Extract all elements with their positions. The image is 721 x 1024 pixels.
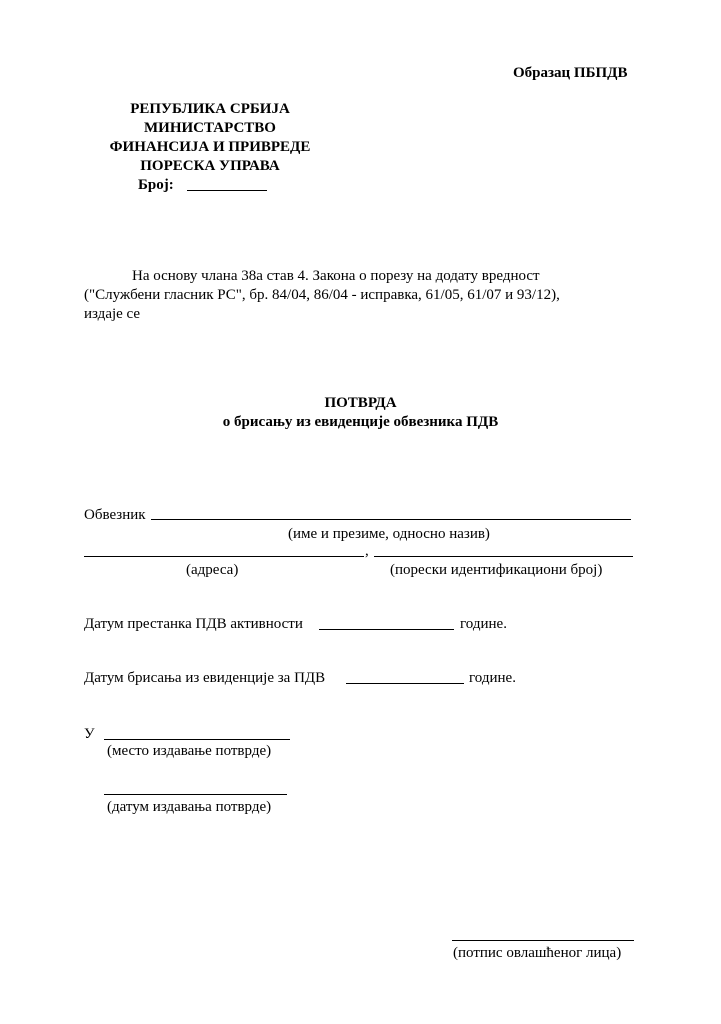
intro-line-1: На основу члана 38а став 4. Закона о порезу на додату вредност bbox=[132, 268, 540, 284]
issue-date-caption: (датум издавања потврде) bbox=[107, 799, 272, 815]
intro-line-2: ("Службени гласник РС", бр. 84/04, 86/04 - исправка, 61/05, 61/07 и 93/12), bbox=[84, 287, 560, 303]
taxpayer-name-line[interactable] bbox=[151, 519, 631, 520]
taxpayer-label: Обвезник bbox=[84, 507, 146, 523]
issuer-tax-administration: ПОРЕСКА УПРАВА bbox=[140, 158, 280, 174]
intro-line-3: издаје се bbox=[84, 306, 141, 322]
document-number-label: Број: bbox=[138, 177, 174, 193]
signature-line[interactable] bbox=[452, 940, 634, 941]
deletion-date-line[interactable] bbox=[346, 683, 464, 684]
document-title: ПОТВРДА bbox=[324, 395, 397, 411]
taxpayer-name-caption: (име и презиме, односно назив) bbox=[288, 526, 490, 542]
place-line[interactable] bbox=[104, 739, 290, 740]
place-caption: (место издавање потврде) bbox=[107, 743, 272, 759]
address-line[interactable] bbox=[84, 556, 364, 557]
deletion-date-suffix: године. bbox=[469, 670, 516, 686]
form-code: Образац ПБПДВ bbox=[513, 65, 628, 81]
place-prefix: У bbox=[84, 726, 95, 742]
document-subtitle: о брисању из евиденције обвезника ПДВ bbox=[222, 414, 499, 430]
signature-caption: (потпис овлашћеног лица) bbox=[453, 945, 622, 961]
end-date-suffix: године. bbox=[460, 616, 507, 632]
issuer-ministry: МИНИСТАРСТВО bbox=[144, 120, 276, 136]
tin-line[interactable] bbox=[374, 556, 633, 557]
document-number-line bbox=[187, 190, 267, 191]
issuer-country: РЕПУБЛИКА СРБИЈА bbox=[130, 101, 290, 117]
end-date-label: Датум престанка ПДВ активности bbox=[84, 616, 303, 632]
deletion-date-label: Датум брисања из евиденције за ПДВ bbox=[84, 670, 326, 686]
address-caption: (адреса) bbox=[186, 562, 239, 578]
tin-caption: (порески идентификациони број) bbox=[390, 562, 603, 578]
address-comma: , bbox=[365, 543, 369, 559]
issue-date-line[interactable] bbox=[104, 794, 287, 795]
end-date-line[interactable] bbox=[319, 629, 454, 630]
issuer-ministry-name: ФИНАНСИЈА И ПРИВРЕДЕ bbox=[109, 139, 311, 155]
